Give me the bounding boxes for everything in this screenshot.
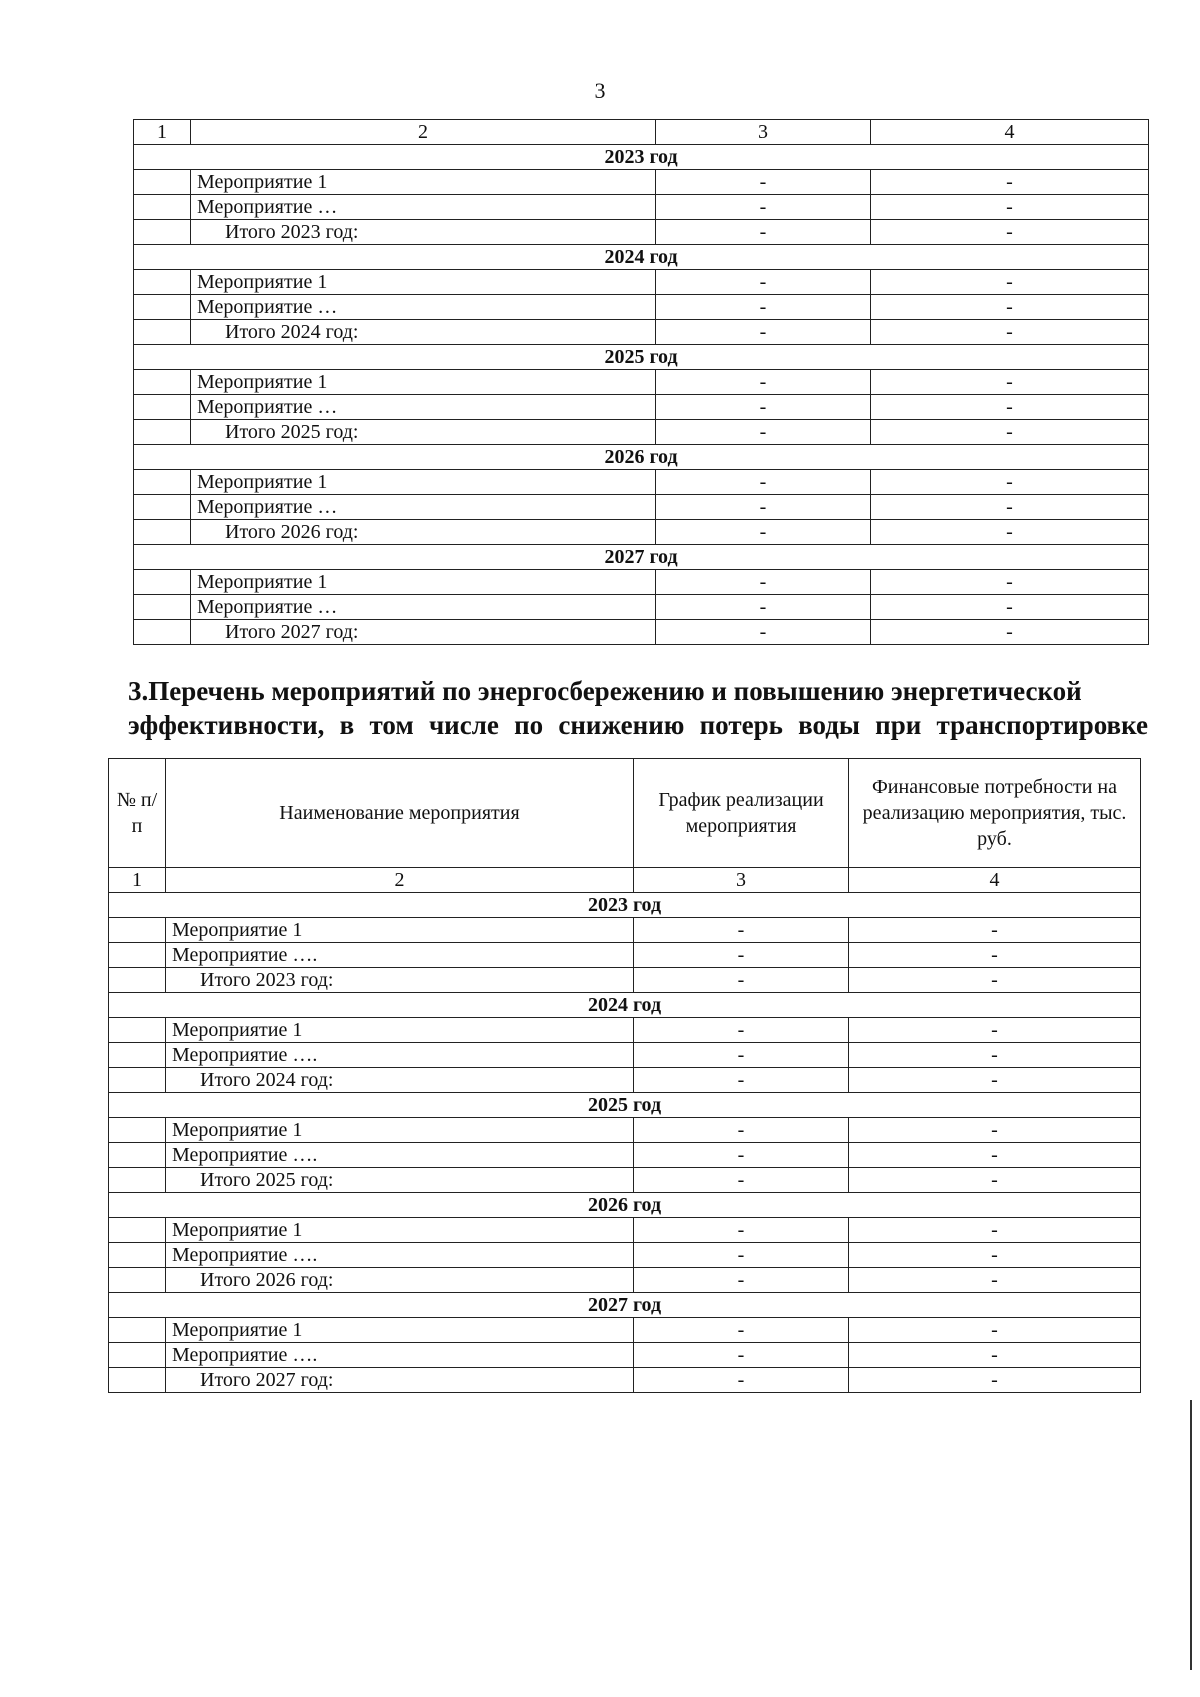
header-event-name: Наименование мероприятия (166, 759, 634, 868)
schedule-value: - (656, 495, 871, 520)
schedule-value: - (634, 1143, 849, 1168)
row-number-cell (134, 370, 191, 395)
table-row (134, 395, 1149, 420)
year-heading: 2023 год (109, 893, 1141, 918)
table-row (134, 420, 1149, 445)
finance-value: - (871, 495, 1149, 520)
total-label: Итого 2024 год: (166, 1068, 634, 1093)
schedule-value: - (634, 1368, 849, 1393)
table-row (109, 1143, 1141, 1168)
row-number-cell (109, 1168, 166, 1193)
schedule-value: - (656, 270, 871, 295)
row-number-cell (109, 1218, 166, 1243)
table-row (109, 968, 1141, 993)
row-number-cell (134, 470, 191, 495)
row-number-cell (109, 1018, 166, 1043)
section-3-heading-line2: эффективности, в том числе по снижению потерь воды при транспортировке (128, 710, 1148, 740)
finance-value: - (871, 620, 1149, 645)
finance-value: - (871, 195, 1149, 220)
event-name: Мероприятие …. (166, 1043, 634, 1068)
total-label: Итого 2024 год: (191, 320, 656, 345)
row-number-cell (134, 395, 191, 420)
event-name: Мероприятие 1 (166, 1218, 634, 1243)
schedule-value: - (656, 220, 871, 245)
row-number-cell (134, 620, 191, 645)
event-name: Мероприятие … (191, 295, 656, 320)
row-number-cell (134, 570, 191, 595)
schedule-value: - (656, 195, 871, 220)
row-number-cell (109, 1243, 166, 1268)
table-row (134, 195, 1149, 220)
year-row (109, 893, 1141, 918)
total-label: Итого 2026 год: (166, 1268, 634, 1293)
section-3-heading-line1: 3.Перечень мероприятий по энергосбережению и повышению энергетической (128, 676, 1082, 706)
finance-value: - (871, 520, 1149, 545)
year-heading: 2025 год (109, 1093, 1141, 1118)
schedule-value: - (634, 1268, 849, 1293)
event-name: Мероприятие … (191, 495, 656, 520)
row-number-cell (109, 1043, 166, 1068)
column-number-cell: 3 (634, 868, 849, 893)
column-number-cell: 3 (656, 120, 871, 145)
schedule-value: - (656, 395, 871, 420)
schedule-value: - (634, 1043, 849, 1068)
schedule-value: - (656, 295, 871, 320)
finance-value: - (871, 395, 1149, 420)
scan-edge-line (1190, 1400, 1192, 1670)
page-number: 3 (594, 78, 606, 103)
event-name: Мероприятие … (191, 595, 656, 620)
year-heading: 2025 год (134, 345, 1149, 370)
finance-value: - (849, 1243, 1141, 1268)
table-row (109, 1243, 1141, 1268)
row-number-cell (109, 968, 166, 993)
finance-value: - (849, 1018, 1141, 1043)
schedule-value: - (656, 595, 871, 620)
table-row (109, 1018, 1141, 1043)
table-row (134, 620, 1149, 645)
schedule-value: - (656, 320, 871, 345)
schedule-value: - (634, 1343, 849, 1368)
event-name: Мероприятие 1 (191, 570, 656, 595)
table-row (134, 470, 1149, 495)
schedule-value: - (656, 420, 871, 445)
schedule-value: - (656, 370, 871, 395)
column-number-cell: 4 (871, 120, 1149, 145)
row-number-cell (109, 1268, 166, 1293)
finance-value: - (871, 420, 1149, 445)
finance-value: - (871, 320, 1149, 345)
finance-value: - (871, 370, 1149, 395)
schedule-value: - (634, 918, 849, 943)
row-number-cell (109, 918, 166, 943)
schedule-value: - (634, 1218, 849, 1243)
year-heading: 2027 год (134, 545, 1149, 570)
column-number-cell: 1 (134, 120, 191, 145)
year-row (134, 245, 1149, 270)
table-row (134, 270, 1149, 295)
table-row (109, 1268, 1141, 1293)
year-heading: 2023 год (134, 145, 1149, 170)
schedule-value: - (634, 1118, 849, 1143)
schedule-value: - (656, 470, 871, 495)
section-3-heading (128, 674, 1148, 742)
year-heading: 2024 год (109, 993, 1141, 1018)
table-row (109, 1068, 1141, 1093)
finance-value: - (849, 1168, 1141, 1193)
finance-value: - (871, 220, 1149, 245)
year-heading: 2026 год (134, 445, 1149, 470)
event-name: Мероприятие …. (166, 1343, 634, 1368)
table-row (134, 320, 1149, 345)
schedule-value: - (656, 170, 871, 195)
table-row (134, 595, 1149, 620)
total-label: Итого 2023 год: (191, 220, 656, 245)
row-number-cell (134, 320, 191, 345)
year-heading: 2024 год (134, 245, 1149, 270)
table-row (134, 495, 1149, 520)
event-name: Мероприятие …. (166, 1143, 634, 1168)
schedule-value: - (634, 943, 849, 968)
schedule-value: - (634, 1243, 849, 1268)
row-number-cell (109, 943, 166, 968)
event-name: Мероприятие … (191, 195, 656, 220)
year-row (109, 993, 1141, 1018)
table-row (109, 1118, 1141, 1143)
row-number-cell (109, 1318, 166, 1343)
table-row (109, 1343, 1141, 1368)
row-number-cell (134, 295, 191, 320)
table-row (109, 1218, 1141, 1243)
finance-value: - (849, 1343, 1141, 1368)
event-name: Мероприятие … (191, 395, 656, 420)
year-row (134, 345, 1149, 370)
column-number-cell: 2 (166, 868, 634, 893)
total-label: Итого 2026 год: (191, 520, 656, 545)
finance-value: - (849, 918, 1141, 943)
row-number-cell (134, 420, 191, 445)
table-row (109, 1368, 1141, 1393)
row-number-cell (134, 170, 191, 195)
table-row (109, 1318, 1141, 1343)
total-label: Итого 2025 год: (191, 420, 656, 445)
row-number-cell (109, 1143, 166, 1168)
year-row (109, 1293, 1141, 1318)
table-row (109, 1168, 1141, 1193)
total-label: Итого 2027 год: (191, 620, 656, 645)
events-table-continued (133, 119, 1149, 645)
finance-value: - (871, 270, 1149, 295)
finance-value: - (849, 1268, 1141, 1293)
schedule-value: - (634, 1068, 849, 1093)
table-row (134, 295, 1149, 320)
finance-value: - (849, 1043, 1141, 1068)
table-header-row (109, 759, 1141, 868)
finance-value: - (871, 170, 1149, 195)
column-number-cell: 2 (191, 120, 656, 145)
year-row (109, 1093, 1141, 1118)
table-row (109, 943, 1141, 968)
event-name: Мероприятие 1 (191, 470, 656, 495)
finance-value: - (849, 1118, 1141, 1143)
column-number-cell: 1 (109, 868, 166, 893)
header-number: № п/п (109, 759, 166, 868)
row-number-cell (109, 1118, 166, 1143)
event-name: Мероприятие 1 (166, 1018, 634, 1043)
row-number-cell (134, 270, 191, 295)
row-number-cell (109, 1343, 166, 1368)
finance-value: - (849, 1318, 1141, 1343)
finance-value: - (871, 570, 1149, 595)
column-number-row (134, 120, 1149, 145)
header-finance: Финансовые потребности на реализацию мероприятия, тыс. руб. (849, 759, 1141, 868)
finance-value: - (849, 943, 1141, 968)
event-name: Мероприятие …. (166, 943, 634, 968)
year-row (134, 445, 1149, 470)
event-name: Мероприятие 1 (191, 170, 656, 195)
finance-value: - (849, 1143, 1141, 1168)
year-row (134, 545, 1149, 570)
finance-value: - (871, 295, 1149, 320)
schedule-value: - (634, 1018, 849, 1043)
energy-saving-events-table (108, 758, 1141, 1393)
table-row (134, 220, 1149, 245)
schedule-value: - (656, 620, 871, 645)
column-number-cell: 4 (849, 868, 1141, 893)
event-name: Мероприятие 1 (166, 1118, 634, 1143)
table-row (134, 170, 1149, 195)
row-number-cell (134, 520, 191, 545)
year-row (109, 1193, 1141, 1218)
year-heading: 2026 год (109, 1193, 1141, 1218)
row-number-cell (109, 1368, 166, 1393)
year-heading: 2027 год (109, 1293, 1141, 1318)
total-label: Итого 2025 год: (166, 1168, 634, 1193)
row-number-cell (134, 220, 191, 245)
finance-value: - (871, 470, 1149, 495)
event-name: Мероприятие 1 (166, 918, 634, 943)
row-number-cell (134, 195, 191, 220)
event-name: Мероприятие 1 (191, 370, 656, 395)
row-number-cell (109, 1068, 166, 1093)
schedule-value: - (656, 520, 871, 545)
table-row (134, 370, 1149, 395)
finance-value: - (871, 595, 1149, 620)
schedule-value: - (634, 1318, 849, 1343)
total-label: Итого 2027 год: (166, 1368, 634, 1393)
table-row (134, 570, 1149, 595)
year-row (134, 145, 1149, 170)
event-name: Мероприятие 1 (166, 1318, 634, 1343)
schedule-value: - (656, 570, 871, 595)
row-number-cell (134, 495, 191, 520)
column-number-row (109, 868, 1141, 893)
finance-value: - (849, 968, 1141, 993)
total-label: Итого 2023 год: (166, 968, 634, 993)
table-row (109, 918, 1141, 943)
finance-value: - (849, 1218, 1141, 1243)
table-row (109, 1043, 1141, 1068)
schedule-value: - (634, 968, 849, 993)
finance-value: - (849, 1068, 1141, 1093)
schedule-value: - (634, 1168, 849, 1193)
header-schedule: График реализации мероприятия (634, 759, 849, 868)
event-name: Мероприятие …. (166, 1243, 634, 1268)
event-name: Мероприятие 1 (191, 270, 656, 295)
finance-value: - (849, 1368, 1141, 1393)
table-row (134, 520, 1149, 545)
row-number-cell (134, 595, 191, 620)
